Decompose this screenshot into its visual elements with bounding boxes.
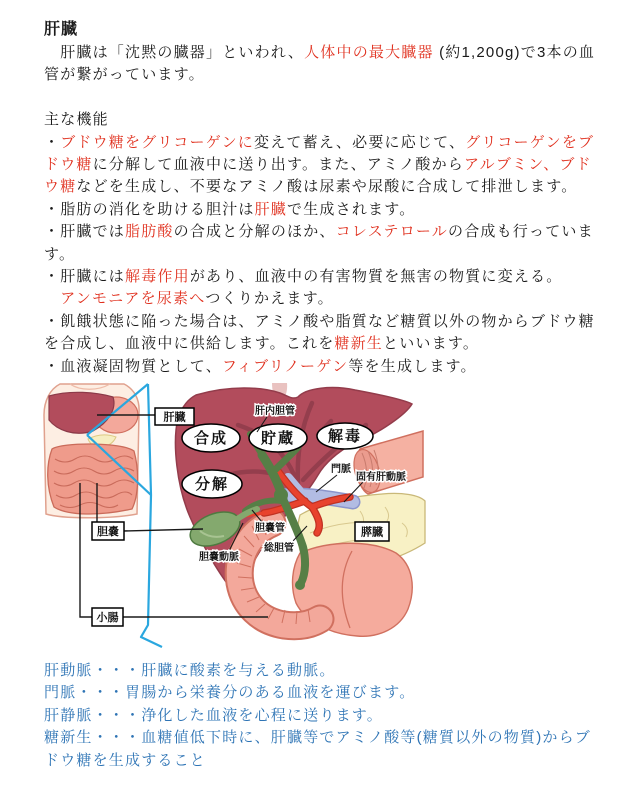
text-line: ドウ糖を生成すること (44, 751, 207, 769)
bubble-synthesis: 合成 (193, 430, 229, 447)
text-line: ・ブドウ糖をグリコーゲンに変えて蓄え、必要に応じて、グリコーゲンをブ (44, 133, 595, 151)
bubble-decomposition: 分解 (194, 476, 230, 493)
glossary-text-block (44, 660, 608, 772)
label-liver-box: 肝臓 (163, 411, 186, 424)
label-pancreas-box: 膵臓 (361, 526, 383, 539)
functions-list (44, 132, 608, 378)
text-line: ・肝臓には解毒作用があり、血液中の有害物質を無害の物質に変える。 (44, 268, 563, 286)
text-line: ・脂肪の消化を助ける胆汁は肝臓で生成されます。 (44, 200, 416, 218)
text-line (44, 87, 608, 109)
text-line: ドウ糖に分解して血液中に送り出す。また、アミノ酸からアルブミン、ブド (44, 156, 592, 174)
section-heading: 主な機能 (44, 111, 109, 129)
label-proper-hepatic-artery: 固有肝動脈 (356, 472, 406, 483)
label-common-bile-duct: 総胆管 (264, 543, 294, 554)
label-cystic-artery: 胆嚢動脈 (199, 552, 239, 563)
label-gallbladder-box: 胆嚢 (97, 526, 119, 538)
main-text-block (44, 16, 608, 378)
text-line: 管が繋がっています。 (44, 66, 205, 84)
bubble-storage: 貯蔵 (260, 430, 296, 447)
label-cystic-duct: 胆嚢管 (255, 523, 285, 534)
text-line: 肝臓は「沈黙の臓器」といわれ、人体中の最大臓器 (約1,200g)で3本の血 (44, 44, 596, 61)
text-line: 肝動脈・・・肝臓に酸素を与える動脈。 (44, 662, 336, 679)
text-line: ・肝臓では脂肪酸の合成と分解のほか、コレステロールの合成も行っていま (44, 223, 594, 241)
intro-paragraph (44, 42, 608, 109)
text-line: ウ糖などを生成し、不要なアミノ酸は尿素や尿酸に合成して排泄します。 (44, 178, 578, 196)
label-intrahepatic-bile-duct: 肝内胆管 (255, 406, 295, 417)
text-line: を合成し、血液中に供給します。これを糖新生といいます。 (44, 335, 480, 353)
bubble-detox: 解毒 (327, 428, 363, 445)
text-line: 門脈・・・胃腸から栄養分のある血液を運びます。 (44, 684, 416, 702)
text-line: ・飢餓状態に陥った場合は、アミノ酸や脂質など糖質以外の物からブドウ糖 (44, 312, 595, 330)
torso-intestines (48, 444, 138, 514)
page-title: 肝臓 (44, 21, 79, 38)
text-line: 肝静脈・・・浄化した血液を心程に送ります。 (44, 706, 384, 724)
text-line: す。 (44, 245, 76, 263)
text-line: ・血液凝固物質として、フィブリノーゲン等を生成します。 (44, 357, 477, 375)
text-line: 糖新生・・・血糖値低下時に、肝臓等でアミノ酸等(糖質以外の物質)からブ (44, 729, 591, 747)
text-line: アンモニアを尿素へつくりかえます。 (60, 290, 334, 308)
label-portal-vein: 門脈 (331, 464, 351, 475)
label-small-intestine-box: 小腸 (96, 612, 119, 624)
liver-anatomy-diagram (0, 383, 622, 660)
